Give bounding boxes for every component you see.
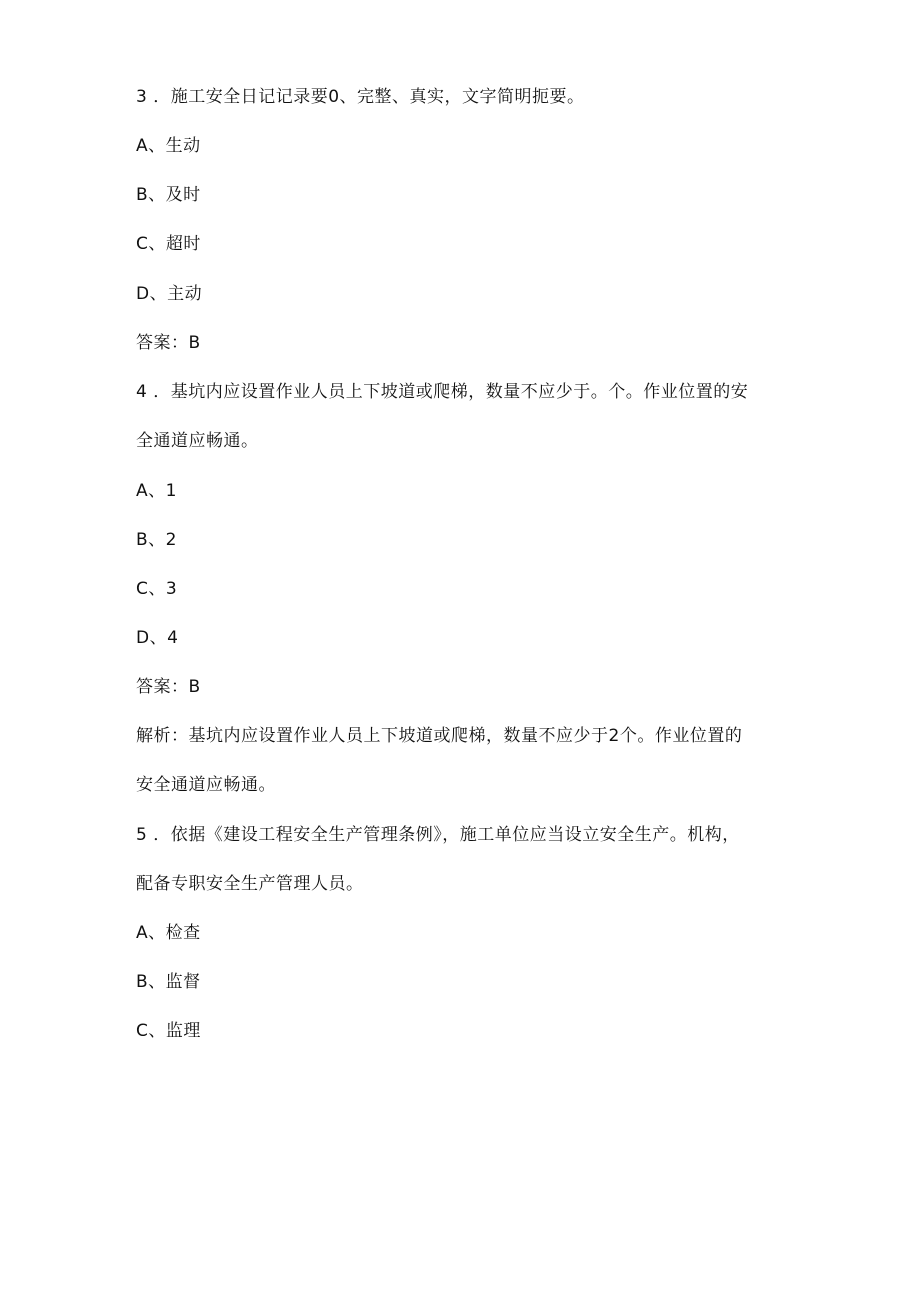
question-4-option-d: D、4 — [136, 628, 179, 648]
question-5-stem-line-2: 配备专职安全生产管理人员。 — [136, 874, 364, 894]
question-3-answer: 答案：B — [136, 333, 201, 353]
question-3-option-b: B、及时 — [136, 185, 201, 205]
question-4-option-b: B、2 — [136, 530, 177, 550]
question-3-option-a: A、生动 — [136, 136, 201, 156]
question-3-option-d: D、主动 — [136, 284, 203, 304]
question-4-stem-line-1: 4 ．基坑内应设置作业人员上下坡道或爬梯，数量不应少于。个。作业位置的安 — [136, 382, 749, 402]
question-5-stem-line-1: 5 ．依据《建设工程安全生产管理条例》，施工单位应当设立安全生产。机构， — [136, 825, 740, 845]
question-4-analysis-line-2: 安全通道应畅通。 — [136, 775, 276, 795]
question-5-option-b: B、监督 — [136, 972, 201, 992]
question-3-option-c: C、超时 — [136, 234, 201, 254]
question-4-option-a: A、1 — [136, 481, 177, 501]
question-3-stem: 3 ．施工安全日记记录要0、完整、真实，文字简明扼要。 — [136, 87, 585, 107]
question-5-option-c: C、监理 — [136, 1021, 201, 1041]
question-4-analysis-line-1: 解析：基坑内应设置作业人员上下坡道或爬梯，数量不应少于2个。作业位置的 — [136, 726, 743, 746]
question-4-option-c: C、3 — [136, 579, 178, 599]
question-4-stem-line-2: 全通道应畅通。 — [136, 431, 259, 451]
question-5-option-a: A、检查 — [136, 923, 201, 943]
question-4-answer: 答案：B — [136, 677, 201, 697]
